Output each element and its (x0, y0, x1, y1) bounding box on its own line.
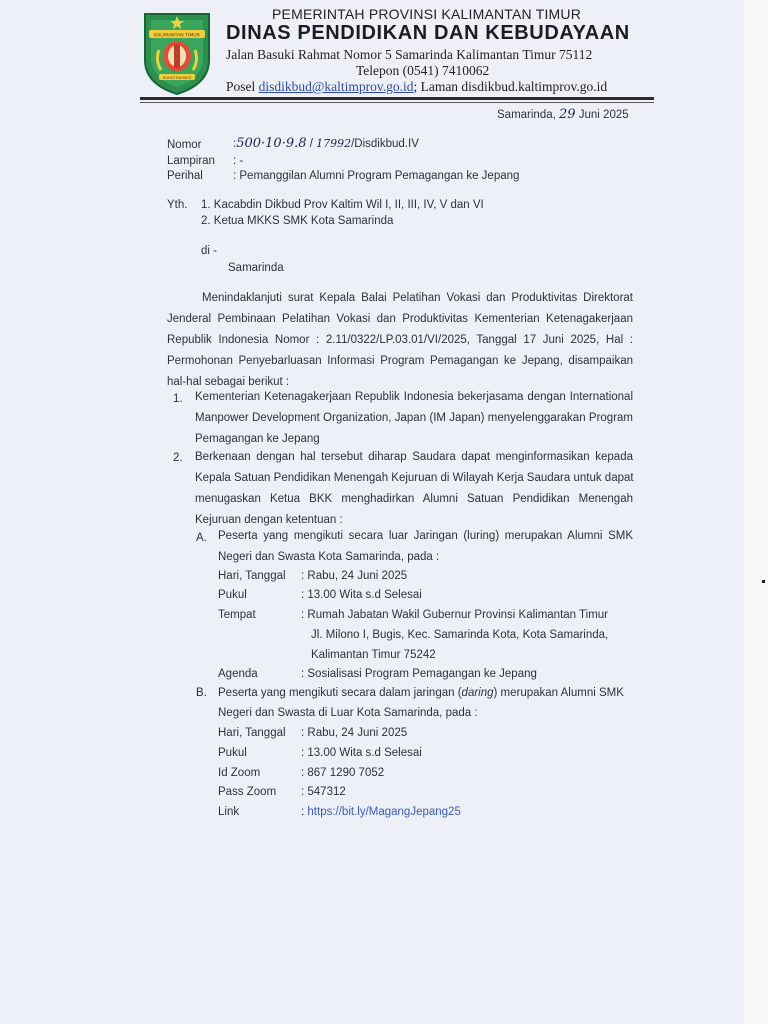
date-suffix: Juni 2025 (578, 109, 629, 121)
zoom-registration-link[interactable]: https://bit.ly/MagangJepang25 (307, 806, 461, 818)
email-label: Posel (226, 79, 256, 94)
nomor-label: Nomor (167, 139, 202, 151)
a-tempat-line-2: Jl. Milono I, Bugis, Kec. Samarinda Kota, Kota Samarinda, (311, 629, 609, 641)
recipient-2: 2. Ketua MKKS SMK Kota Samarinda (201, 215, 394, 227)
item-2-text: Berkenaan dengan hal tersebut diharap Saudara dapat menginformasikan kepada Kepala Satuan Pendidikan Menengah Kejuruan di Wilayah Kerja Saudara untuk dapat menugaskan Ketua BKK menghadirkan Alumni Satuan Pendidikan Menengah Kejuruan dengan ketentuan : (195, 451, 634, 526)
letterhead-phone: Telepon (0541) 7410062 (356, 63, 490, 78)
daring-term: daring (461, 687, 494, 699)
letterhead-rule-thin (140, 102, 654, 103)
letterhead-address: Jalan Basuki Rahmat Nomor 5 Samarinda Kalimantan Timur 75112 (226, 47, 593, 62)
nomor-handwritten-number: 17992 (316, 137, 352, 150)
svg-text:RUHUI RAHAYU: RUHUI RAHAYU (162, 74, 192, 80)
a-agenda-value: : Sosialisasi Program Pemagangan ke Jepang (301, 668, 537, 680)
b-zoom-pass-value: : 547312 (301, 786, 346, 798)
letterhead-government: PEMERINTAH PROVINSI KALIMANTAN TIMUR (272, 6, 582, 22)
section-b-line-1: Peserta yang mengikuti secara dalam jaringan (daring) merupakan Alumni SMK (218, 687, 624, 699)
a-hari-value: : Rabu, 24 Juni 2025 (301, 570, 408, 582)
a-tempat-line-3: Kalimantan Timur 75242 (311, 649, 436, 661)
intro-paragraph: Menindaklanjuti surat Kepala Balai Pelatihan Vokasi dan Produktivitas Direktorat Jenderal Pembinaan Pelatihan Vokasi dan Produktivitas Kementerian Ketenagakerjaan Republik Indonesia Nomor : 2.11/0322/LP.03.01/VI/2025, Tanggal 17 Juni 2025, Hal : Permohonan Penyebarluasan Informasi Program Pemagangan ke Jepang, disampaikan hal-hal sebagai berikut : (167, 292, 633, 388)
letterhead-contact (226, 79, 607, 95)
yth-label: Yth. (167, 199, 188, 211)
section-a-intro: Peserta yang mengikuti secara luar Jaringan (luring) merupakan Alumni SMK Negeri dan Swasta Kota Samarinda, pada : (218, 530, 633, 563)
a-pukul-label: Pukul (218, 589, 247, 601)
b-zoom-id-label: Id Zoom (218, 767, 261, 779)
b-pukul-label: Pukul (218, 747, 247, 759)
letterhead-agency: DINAS PENDIDIKAN DAN KEBUDAYAAN (226, 22, 630, 44)
letterhead-rule-thick (140, 97, 654, 100)
section-b-line-2: Negeri dan Swasta di Luar Kota Samarinda, pada : (218, 707, 478, 719)
a-tempat-value: : Rumah Jabatan Wakil Gubernur Provinsi Kalimantan Timur (301, 609, 609, 621)
province-emblem-logo (141, 10, 213, 96)
item-1-number: 1. (173, 393, 183, 405)
b-link-row: : https://bit.ly/MagangJepang25 (301, 806, 461, 818)
svg-text:KALIMANTAN TIMUR: KALIMANTAN TIMUR (154, 33, 200, 39)
b-hari-value: : Rabu, 24 Juni 2025 (301, 727, 408, 739)
page-edge-strip (744, 0, 768, 1024)
b-link-label: Link (218, 806, 240, 818)
a-pukul-value: : 13.00 Wita s.d Selesai (301, 589, 422, 601)
perihal-label: Perihal (167, 170, 203, 182)
a-hari-label: Hari, Tanggal (218, 570, 286, 582)
recipient-di: di - (201, 245, 217, 257)
item-2-number: 2. (173, 452, 183, 464)
nomor-value: :500·10·9.8 / 17992/Disdikbud.IV (233, 136, 419, 151)
b-zoom-pass-label: Pass Zoom (218, 786, 277, 798)
a-agenda-label: Agenda (218, 668, 258, 680)
b-pukul-value: : 13.00 Wita s.d Selesai (301, 747, 422, 759)
recipient-city: Samarinda (228, 262, 284, 274)
a-tempat-label: Tempat (218, 609, 256, 621)
website-text: ; Laman disdikbud.kaltimprov.go.id (413, 79, 608, 94)
b-zoom-id-value: : 867 1290 7052 (301, 767, 385, 779)
date-day-handwritten: 29 (559, 107, 576, 122)
b-hari-label: Hari, Tanggal (218, 727, 286, 739)
recipient-1: 1. Kacabdin Dikbud Prov Kaltim Wil I, II, III, IV, V dan VI (201, 199, 484, 211)
lampiran-label: Lampiran (167, 155, 215, 167)
date-prefix: Samarinda, (497, 109, 556, 121)
nomor-handwritten-code: 500·10·9.8 (236, 136, 307, 151)
perihal-value: : Pemanggilan Alumni Program Pemagangan ke Jepang (233, 170, 520, 182)
section-b-letter: B. (196, 687, 207, 699)
email-link[interactable]: disdikbud@kaltimprov.go.id (258, 79, 414, 94)
item-1-text: Kementerian Ketenagakerjaan Republik Indonesia bekerjasama dengan International Manpower Development Organization, Japan (IM Japan) menyelenggarakan Program Pemagangan ke Jepang (195, 391, 633, 445)
letter-date (497, 107, 629, 122)
scan-speck (762, 580, 765, 583)
lampiran-value: : - (233, 155, 244, 167)
section-a-letter: A. (196, 532, 207, 544)
